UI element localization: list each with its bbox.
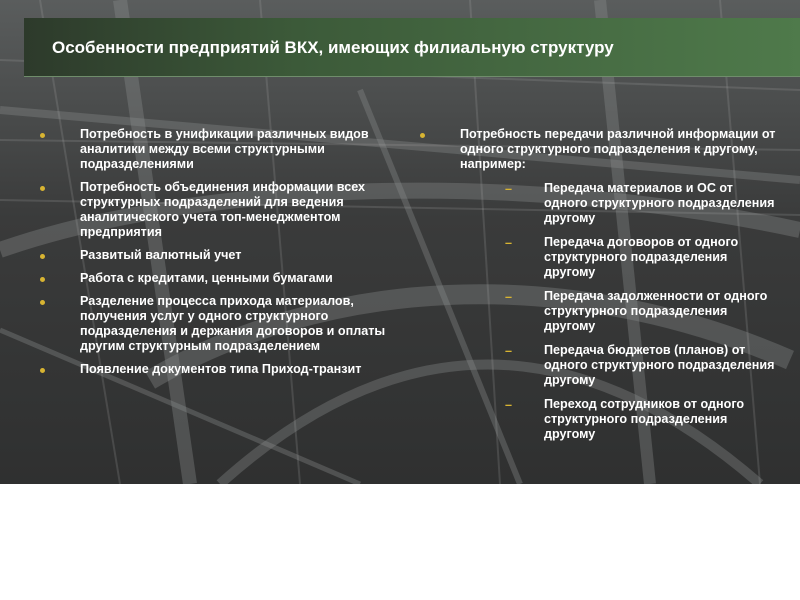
- bullet-dot-icon: [40, 186, 45, 191]
- intro-text: Потребность передачи различной информации от одного структурного подразделения к другому, например:: [460, 127, 776, 171]
- left-bullet-list: [34, 127, 392, 377]
- slide-title: Особенности предприятий ВКХ, имеющих филиальную структуру: [52, 38, 614, 57]
- left-column: [34, 127, 392, 385]
- list-item: Разделение процесса прихода материалов, получения услуг у одного структурного подразделения и держания договоров и оплаты другим структурным подразделением: [34, 294, 392, 354]
- list-item: Развитый валютный учет: [34, 248, 392, 263]
- sub-list-item: – Передача договоров от одного структурного подразделения другому: [505, 235, 739, 279]
- sub-list: [460, 181, 776, 442]
- dash-bullet-icon: –: [505, 182, 513, 196]
- bullet-dot-icon: [420, 133, 425, 138]
- sub-list-item: – Передача бюджетов (планов) от одного структурного подразделения другому: [505, 343, 775, 387]
- bullet-dot-icon: [40, 254, 45, 259]
- bullet-dot-icon: [40, 368, 45, 373]
- right-bullet-list: [414, 127, 776, 442]
- list-item: Работа с кредитами, ценными бумагами: [34, 271, 392, 286]
- list-item: Потребность объединения информации всех структурных подразделений для ведения аналитического учета топ-менеджментом предприятия: [34, 180, 392, 240]
- list-item: [414, 127, 776, 442]
- bullet-dot-icon: [40, 300, 45, 305]
- dash-bullet-icon: –: [505, 290, 513, 304]
- list-item: Потребность в унификации различных видов аналитики между всеми структурными подразделениями: [34, 127, 392, 172]
- right-column: [414, 127, 776, 451]
- sub-list-item: – Переход сотрудников от одного структурного подразделения другому: [505, 397, 745, 441]
- list-item: Появление документов типа Приход-транзит: [34, 362, 392, 377]
- dash-bullet-icon: –: [505, 236, 513, 250]
- dash-bullet-icon: –: [505, 344, 513, 358]
- dash-bullet-icon: –: [505, 398, 513, 412]
- bullet-dot-icon: [40, 277, 45, 282]
- sub-list-item: – Передача материалов и ОС от одного структурного подразделения другому: [505, 181, 775, 225]
- bullet-dot-icon: [40, 133, 45, 138]
- sub-list-item: – Передача задолженности от одного структурного подразделения другому: [505, 289, 768, 333]
